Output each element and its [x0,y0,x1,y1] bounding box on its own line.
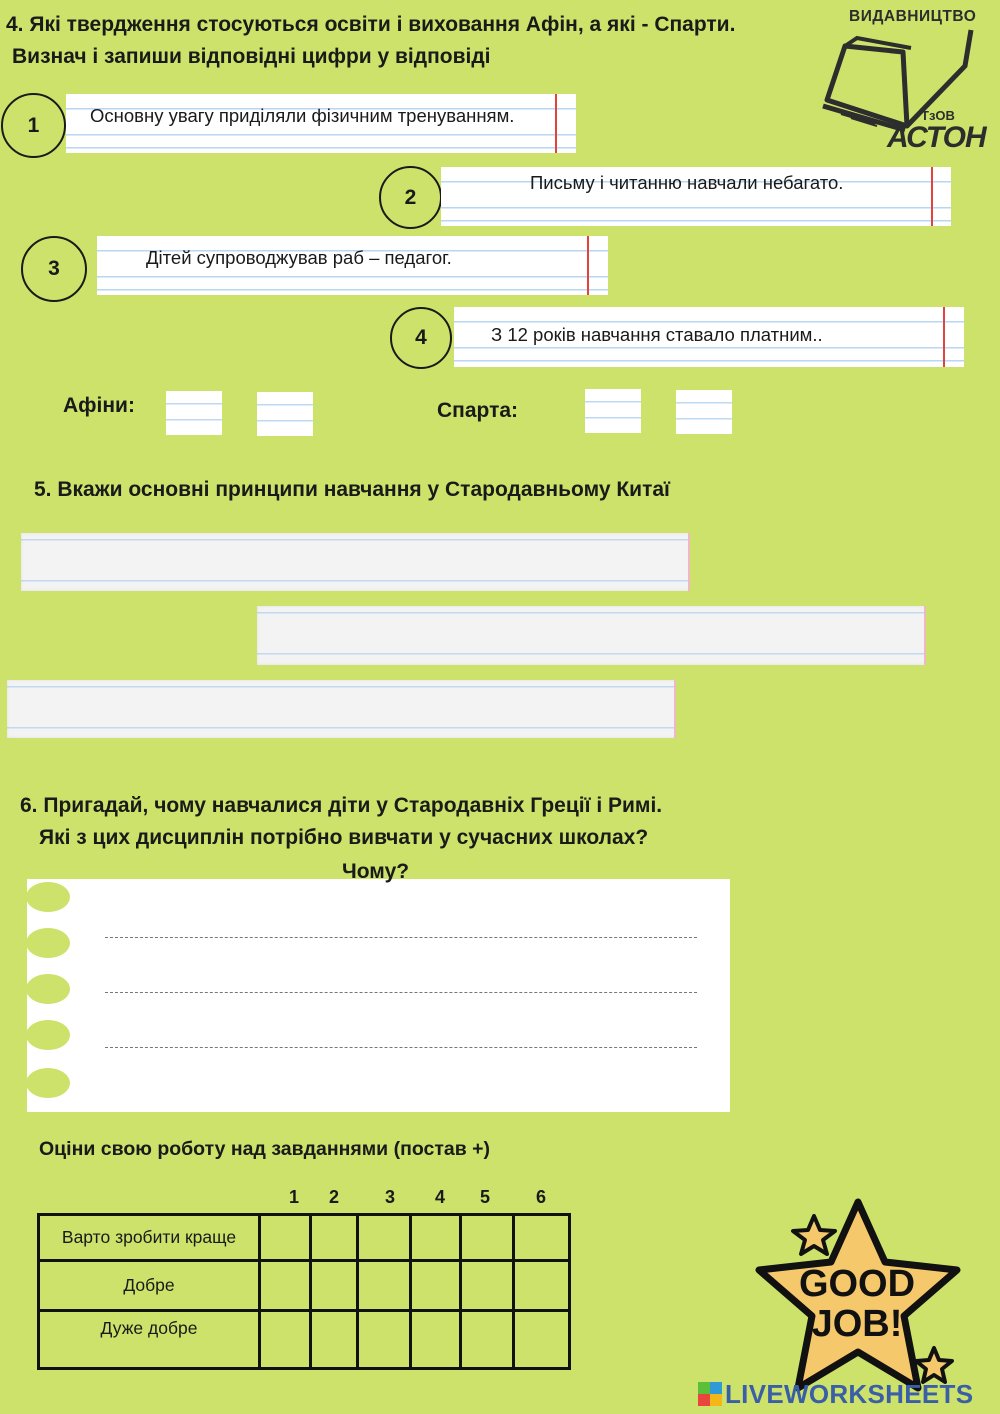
grade-cell[interactable] [260,1311,311,1369]
column-number: 4 [435,1187,446,1207]
binder-hole [26,1068,70,1098]
grade-cell[interactable] [260,1215,311,1261]
answer-band-2[interactable] [257,606,926,665]
grade-cell[interactable] [411,1311,461,1369]
statement-number: 1 [1,93,66,158]
statement-number: 4 [390,307,452,369]
task6-title: 6. Пригадай, чому навчалися діти у Стародавніх Греції і Римі. [20,794,663,817]
task4-subtitle: Визнач і запиши відповідні цифри у відповіді [12,45,491,68]
column-number: 1 [289,1187,300,1207]
table-row [39,1311,570,1369]
sparta-answer-2[interactable] [676,390,732,434]
grade-cell[interactable] [514,1311,570,1369]
binder-hole [26,1020,70,1050]
task4-title: 4. Які твердження стосуються освіти і виховання Афін, а які - Спарти. [6,13,736,36]
binder-hole [26,928,70,958]
statement-card [97,236,608,295]
binder-hole [26,974,70,1004]
answer-line [105,1047,697,1048]
publisher-name: АСТОН [887,121,986,154]
grade-cell[interactable] [311,1311,358,1369]
badge-line-2: JOB! [811,1303,903,1345]
athens-answer-2[interactable] [257,392,313,436]
badge-line-1: GOOD [798,1263,916,1305]
task6-why: Чому? [342,860,410,883]
grade-cell[interactable] [411,1215,461,1261]
notebook-answer-area[interactable] [27,879,730,1112]
sparta-answer-1[interactable] [585,389,641,433]
self-assessment-table [37,1213,571,1370]
statement-text: Основну увагу приділяли фізичним тренуванням. [90,105,515,126]
row-label: Дуже добре [39,1311,260,1369]
task6-question: Які з цих дисциплін потрібно вивчати у сучасних школах? [39,826,649,849]
grade-cell[interactable] [461,1215,514,1261]
grade-cell[interactable] [311,1215,358,1261]
athens-answer-1[interactable] [166,391,222,435]
athens-label: Афіни: [63,394,135,417]
grade-cell[interactable] [260,1261,311,1311]
statement-number: 3 [21,236,87,302]
answer-line [105,937,697,938]
statement-card [66,94,576,153]
statement-card [454,307,964,367]
grade-cell[interactable] [411,1261,461,1311]
table-row [39,1261,570,1311]
table-row [39,1215,570,1261]
column-number: 6 [536,1187,547,1207]
column-number: 5 [480,1187,491,1207]
statement-text: Дітей супроводжував раб – педагог. [146,247,452,268]
liveworksheets-text: LIVEWORKSHEETS [725,1378,974,1409]
grade-cell[interactable] [514,1261,570,1311]
grade-cell[interactable] [311,1261,358,1311]
row-label: Добре [39,1261,260,1311]
statement-number: 2 [379,166,442,229]
publisher-label: ВИДАВНИЦТВО [849,8,977,25]
row-label: Варто зробити краще [39,1215,260,1261]
answer-line [105,992,697,993]
grade-cell[interactable] [358,1261,411,1311]
grade-cell[interactable] [514,1215,570,1261]
publisher-small: ТзОВ [921,108,955,123]
grade-cell[interactable] [461,1261,514,1311]
column-number: 3 [385,1187,396,1207]
grade-cell[interactable] [358,1215,411,1261]
answer-band-3[interactable] [7,680,676,738]
sparta-label: Спарта: [437,399,519,422]
liveworksheets-icon [698,1382,722,1406]
statement-card [441,167,951,226]
good-job-badge [752,1198,972,1394]
binder-hole [26,882,70,912]
self-assessment-title: Оціни свою роботу над завданнями (постав +) [39,1138,491,1160]
statement-text: Письму і читанню навчали небагато. [530,172,844,193]
statement-text: З 12 років навчання ставало платним.. [491,324,823,345]
publisher-logo [815,8,985,160]
column-number: 2 [329,1187,340,1207]
answer-band-1[interactable] [21,533,690,591]
grade-cell[interactable] [358,1311,411,1369]
liveworksheets-logo[interactable] [698,1379,973,1409]
task5-title: 5. Вкажи основні принципи навчання у Стародавньому Китаї [34,478,670,501]
grade-cell[interactable] [461,1311,514,1369]
